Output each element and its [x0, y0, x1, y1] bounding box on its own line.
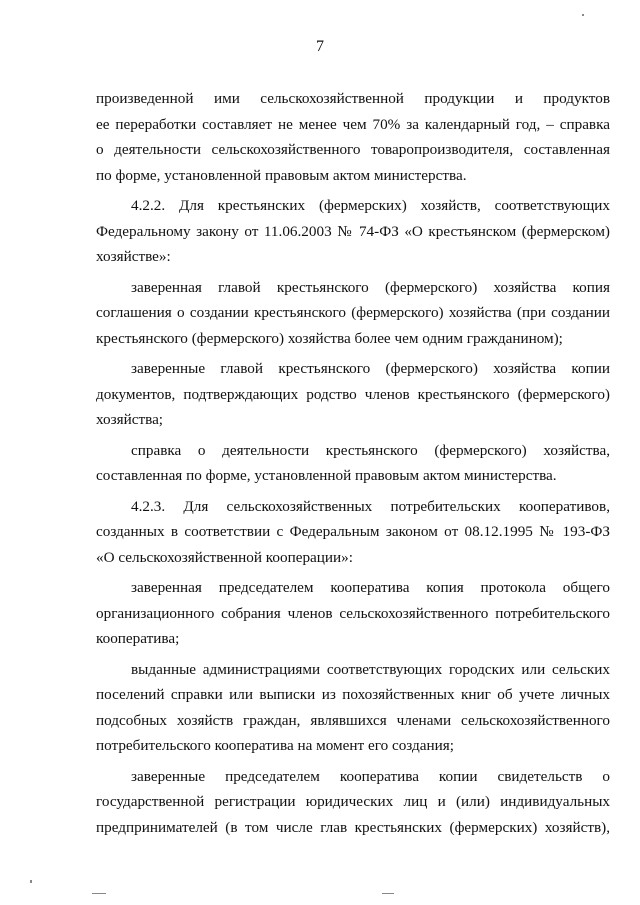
text-line: 4.2.3. Для сельскохозяйственных потребительских кооперативов,: [131, 497, 610, 515]
text-line: предпринимателей (в том числе глав крестьянских (фермерских) хозяйств),: [96, 818, 610, 836]
text-line: кооператива;: [96, 630, 180, 647]
text-line: ее переработки составляет не менее чем 70% за календарный год, – справка: [96, 115, 610, 133]
text-line: потребительского кооператива на момент его создания;: [96, 737, 454, 754]
text-line: организационного собрания членов сельскохозяйственного потребительского: [96, 604, 610, 622]
text-line: хозяйстве»:: [96, 248, 171, 265]
text-line: соглашения о создании крестьянского (фермерского) хозяйства (при создании: [96, 304, 610, 321]
text-line: государственной регистрации юридических лиц и (или) индивидуальных: [96, 793, 610, 810]
scan-speck: [582, 14, 584, 16]
text-line: крестьянского (фермерского) хозяйства более чем одним гражданином);: [96, 329, 563, 347]
scan-speck: [382, 893, 394, 894]
text-line: по форме, установленной правовым актом министерства.: [96, 166, 467, 184]
text-line: Федеральному закону от 11.06.2003 № 74-ФЗ «О крестьянском (фермерском): [96, 222, 610, 240]
list-item-protocol-copy: [96, 575, 610, 652]
paragraph-continuation: [96, 86, 610, 188]
list-item-household-extracts: [96, 657, 610, 759]
list-item-farm-activity-certificate: [96, 438, 610, 489]
scan-speck: [30, 880, 32, 883]
text-line: заверенная председателем кооператива копия протокола общего: [131, 579, 610, 596]
list-item-kinship-documents: [96, 356, 610, 433]
scan-speck: [92, 893, 106, 894]
text-line: «О сельскохозяйственной кооперации»:: [96, 548, 353, 566]
text-line: заверенные главой крестьянского (фермерского) хозяйства копии: [131, 360, 610, 377]
page-number: 7: [316, 38, 324, 55]
text-line: хозяйства;: [96, 411, 164, 428]
text-line: произведенной ими сельскохозяйственной продукции и продуктов: [96, 90, 610, 107]
list-item-agreement-copy: [96, 275, 610, 352]
text-line: документов, подтверждающих родство членов крестьянского (фермерского): [96, 385, 610, 403]
text-line: поселений справки или выписки из похозяйственных книг об учете личных: [96, 686, 610, 703]
text-line: заверенные председателем кооператива копии свидетельств о: [131, 767, 610, 785]
text-line: созданных в соответствии с Федеральным законом от 08.12.1995 № 193-ФЗ: [96, 523, 610, 540]
text-line: справка о деятельности крестьянского (фермерского) хозяйства,: [131, 441, 610, 459]
text-line: 4.2.2. Для крестьянских (фермерских) хозяйств, соответствующих: [131, 197, 610, 214]
list-item-registration-certificates: [96, 764, 610, 841]
text-line: составленная по форме, установленной правовым актом министерства.: [96, 467, 557, 484]
text-line: заверенная главой крестьянского (фермерского) хозяйства копия: [131, 278, 610, 296]
text-line: подсобных хозяйств граждан, являвшихся членами сельскохозяйственного: [96, 711, 610, 729]
clause-4-2-2: [96, 193, 610, 270]
clause-4-2-3: [96, 494, 610, 571]
text-line: о деятельности сельскохозяйственного товаропроизводителя, составленная: [96, 141, 610, 158]
text-line: выданные администрациями соответствующих городских или сельских: [131, 660, 610, 678]
document-body: [96, 86, 610, 840]
